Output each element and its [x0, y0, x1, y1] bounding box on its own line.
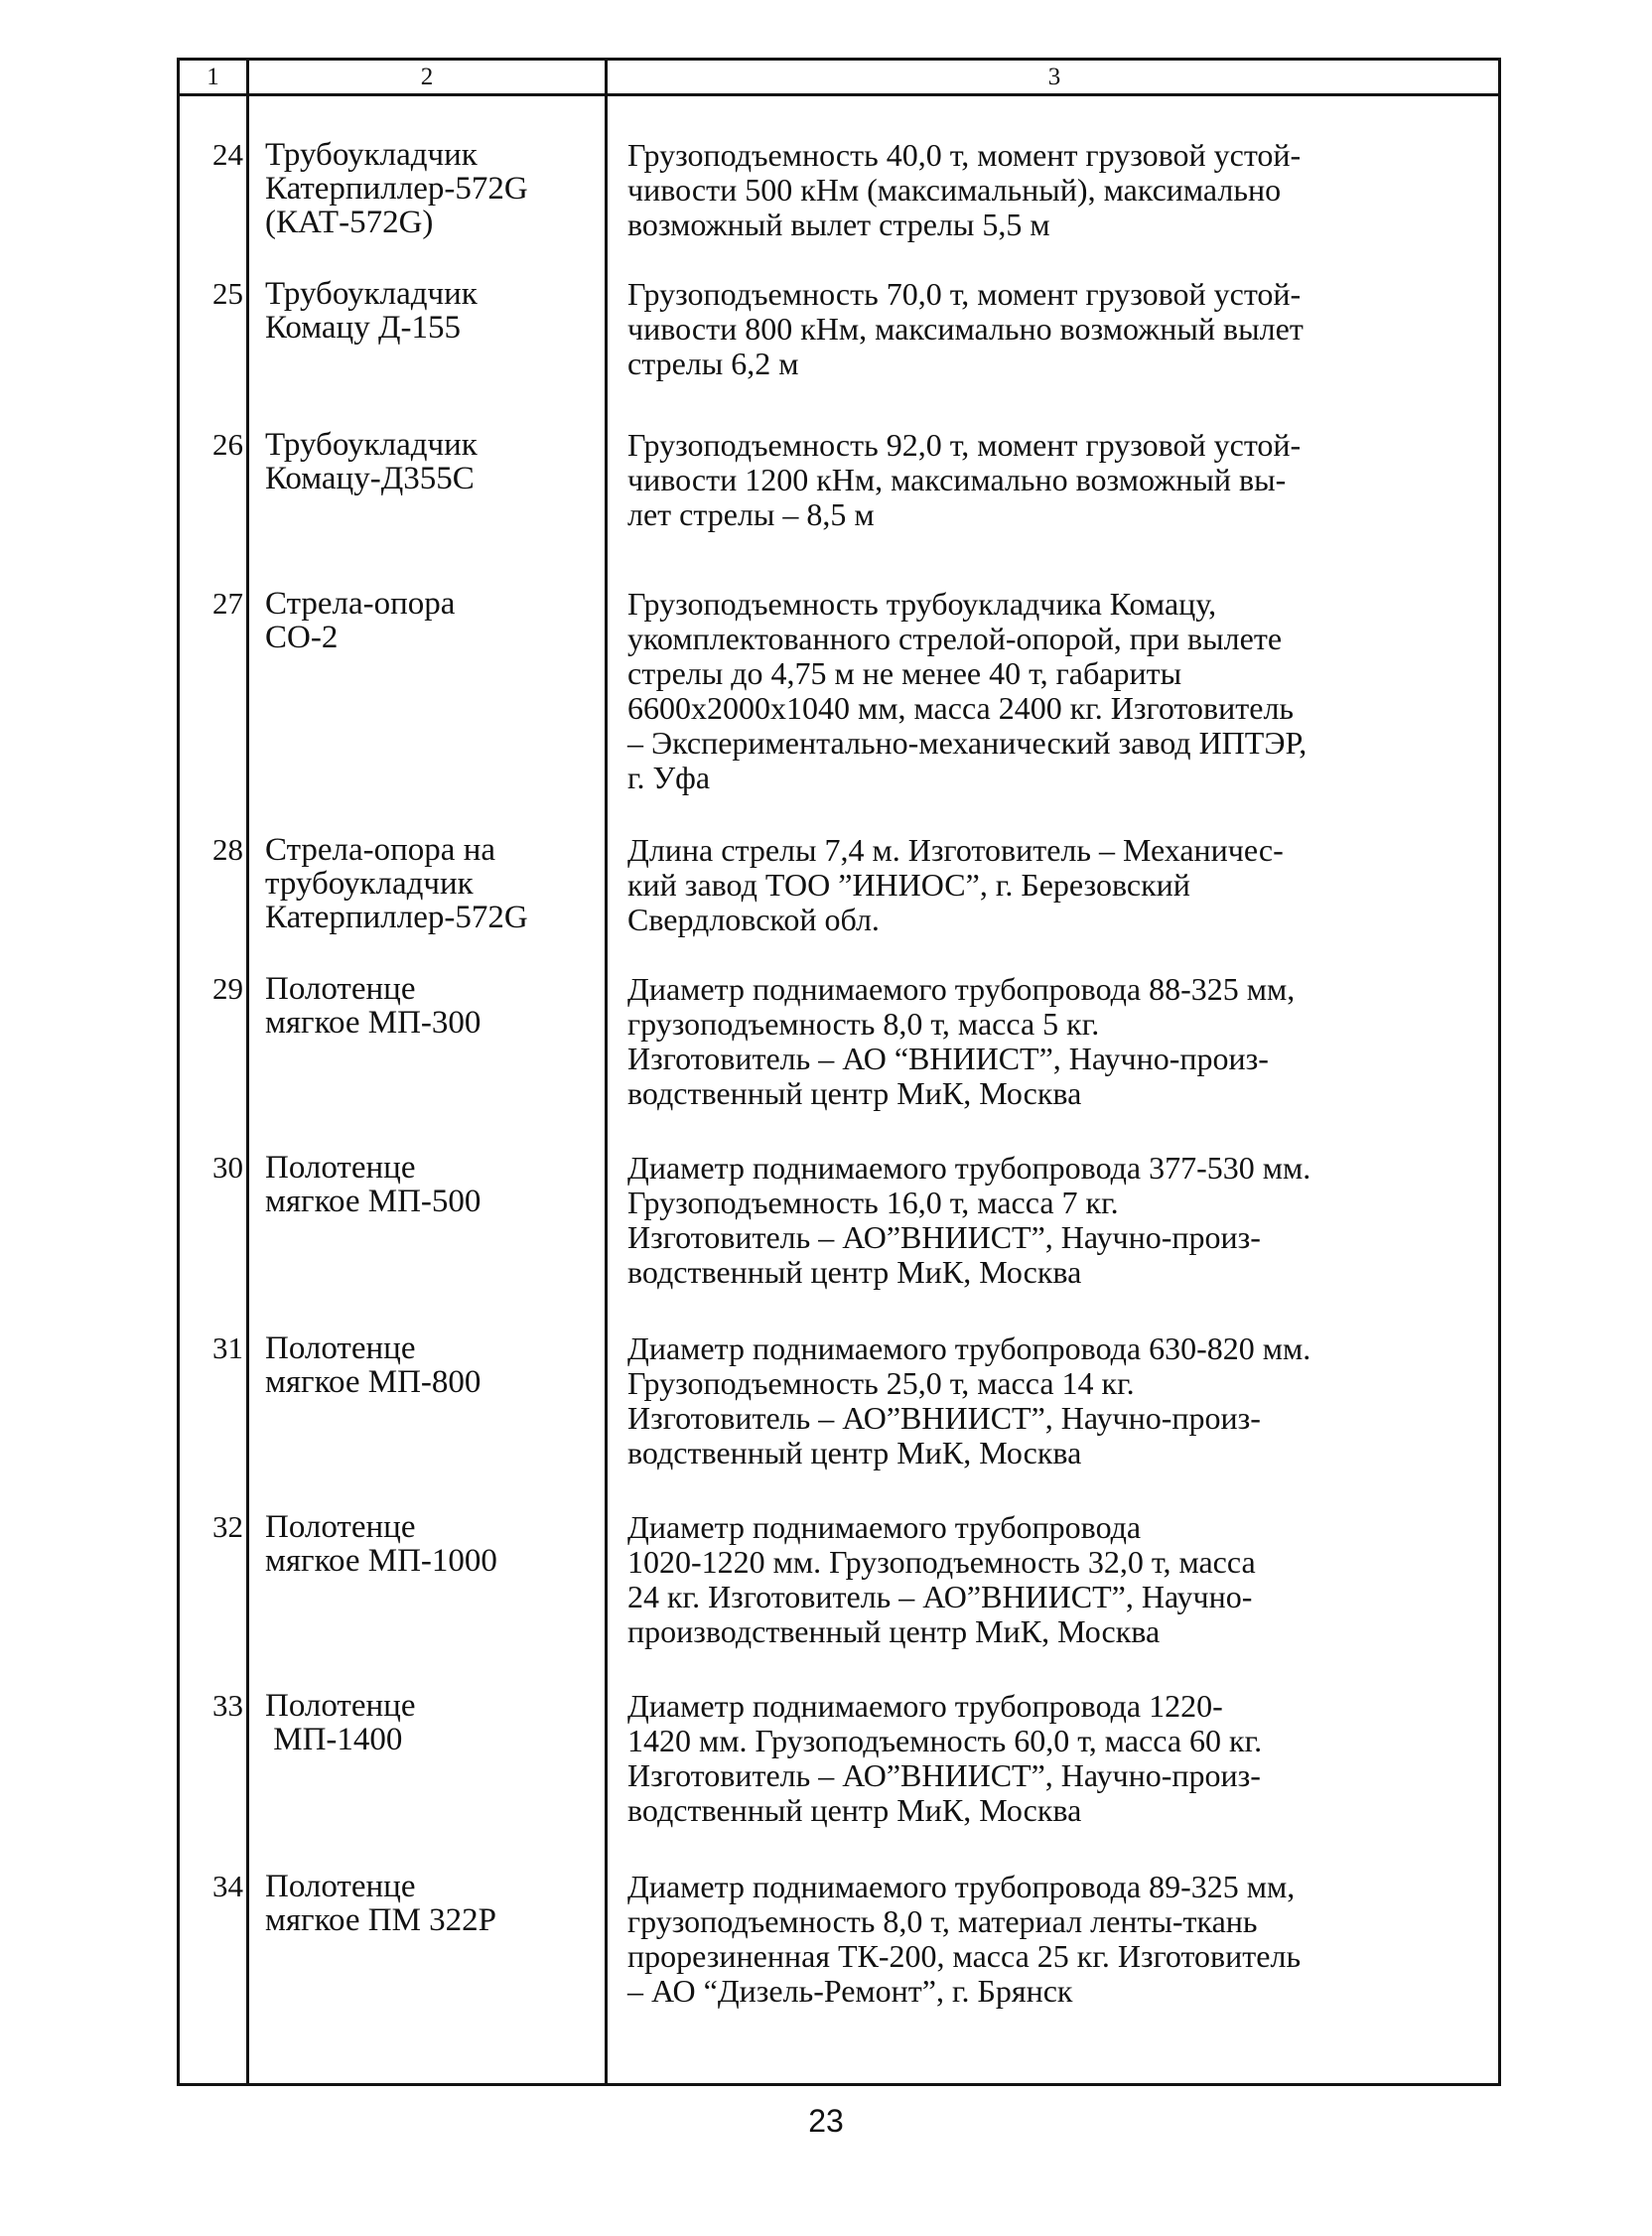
equipment-name: Стрела-опора на трубоукладчик Катерпиллер-572G — [265, 832, 528, 935]
equipment-name: Полотенце мягкое МП-300 — [265, 971, 482, 1041]
row-number: 34 — [212, 1869, 243, 1903]
equipment-description: Диаметр поднимаемого трубопровода 88-325 мм, грузоподъемность 8,0 т, масса 5 кг. Изготовитель – АО “ВНИИСТ”, Научно-произ- водственный центр МиК, Москва — [627, 971, 1296, 1111]
equipment-name: Полотенце мягкое ПМ 322Р — [265, 1869, 497, 1938]
equipment-description: Диаметр поднимаемого трубопровода 630-820 мм. Грузоподъемность 25,0 т, масса 14 кг. Изготовитель – АО”ВНИИСТ”, Научно-произ- водственный центр МиК, Москва — [627, 1330, 1311, 1470]
equipment-description: Грузоподъемность 92,0 т, момент грузовой устой- чивости 1200 кНм, максимально возможный вы- лет стрелы – 8,5 м — [627, 427, 1302, 532]
equipment-name: Трубоукладчик Катерпиллер-572G (КАТ-572G) — [265, 137, 528, 240]
row-number: 31 — [212, 1330, 243, 1365]
header-divider — [180, 93, 1498, 96]
equipment-name: Трубоукладчик Комацу-Д355С — [265, 427, 478, 496]
equipment-name: Полотенце мягкое МП-800 — [265, 1330, 482, 1400]
row-number: 26 — [212, 427, 243, 462]
row-number: 33 — [212, 1688, 243, 1723]
column-divider — [246, 61, 249, 2083]
row-number: 28 — [212, 832, 243, 867]
row-number: 29 — [212, 971, 243, 1006]
equipment-description: Диаметр поднимаемого трубопровода 1020-1220 мм. Грузоподъемность 32,0 т, масса 24 кг. Изготовитель – АО”ВНИИСТ”, Научно- производственный центр МиК, Москва — [627, 1509, 1256, 1649]
equipment-name: Трубоукладчик Комацу Д-155 — [265, 276, 478, 346]
equipment-description: Грузоподъемность трубоукладчика Комацу, укомплектованного стрелой-опорой, при вылете стрелы до 4,75 м не менее 40 т, габариты 6600х2000х1040 мм, масса 2400 кг. Изготовитель – Экспериментально-механический завод ИПТЭР, г. Уфа — [627, 586, 1308, 795]
equipment-table — [177, 58, 1501, 2086]
equipment-description: Длина стрелы 7,4 м. Изготовитель – Механичес- кий завод ТОО ”ИНИОС”, г. Березовский Свердловской обл. — [627, 832, 1284, 937]
row-number: 27 — [212, 586, 243, 621]
equipment-name: Полотенце мягкое МП-1000 — [265, 1509, 497, 1579]
column-header-2: 2 — [420, 64, 434, 90]
equipment-description: Диаметр поднимаемого трубопровода 89-325 мм, грузоподъемность 8,0 т, материал ленты-ткань прорезиненная ТК-200, масса 25 кг. Изготовитель – АО “Дизель-Ремонт”, г. Брянск — [627, 1869, 1302, 2009]
row-number: 30 — [212, 1150, 243, 1185]
row-number: 24 — [212, 137, 243, 172]
row-number: 32 — [212, 1509, 243, 1544]
equipment-name: Полотенце МП-1400 — [265, 1688, 416, 1757]
equipment-description: Грузоподъемность 70,0 т, момент грузовой устой- чивости 800 кНм, максимально возможный вылет стрелы 6,2 м — [627, 276, 1304, 381]
column-header-3: 3 — [1047, 64, 1061, 90]
equipment-description: Диаметр поднимаемого трубопровода 377-530 мм. Грузоподъемность 16,0 т, масса 7 кг. Изготовитель – АО”ВНИИСТ”, Научно-произ- водственный центр МиК, Москва — [627, 1150, 1311, 1290]
row-number: 25 — [212, 276, 243, 311]
page-number: 23 — [808, 2103, 844, 2139]
column-header-1: 1 — [206, 64, 219, 90]
equipment-name: Стрела-опора СО-2 — [265, 586, 456, 655]
column-divider — [605, 61, 608, 2083]
equipment-name: Полотенце мягкое МП-500 — [265, 1150, 482, 1219]
equipment-description: Диаметр поднимаемого трубопровода 1220- 1420 мм. Грузоподъемность 60,0 т, масса 60 кг. Изготовитель – АО”ВНИИСТ”, Научно-произ- водственный центр МиК, Москва — [627, 1688, 1263, 1828]
equipment-description: Грузоподъемность 40,0 т, момент грузовой устой- чивости 500 кНм (максимальный), максимально возможный вылет стрелы 5,5 м — [627, 137, 1302, 242]
